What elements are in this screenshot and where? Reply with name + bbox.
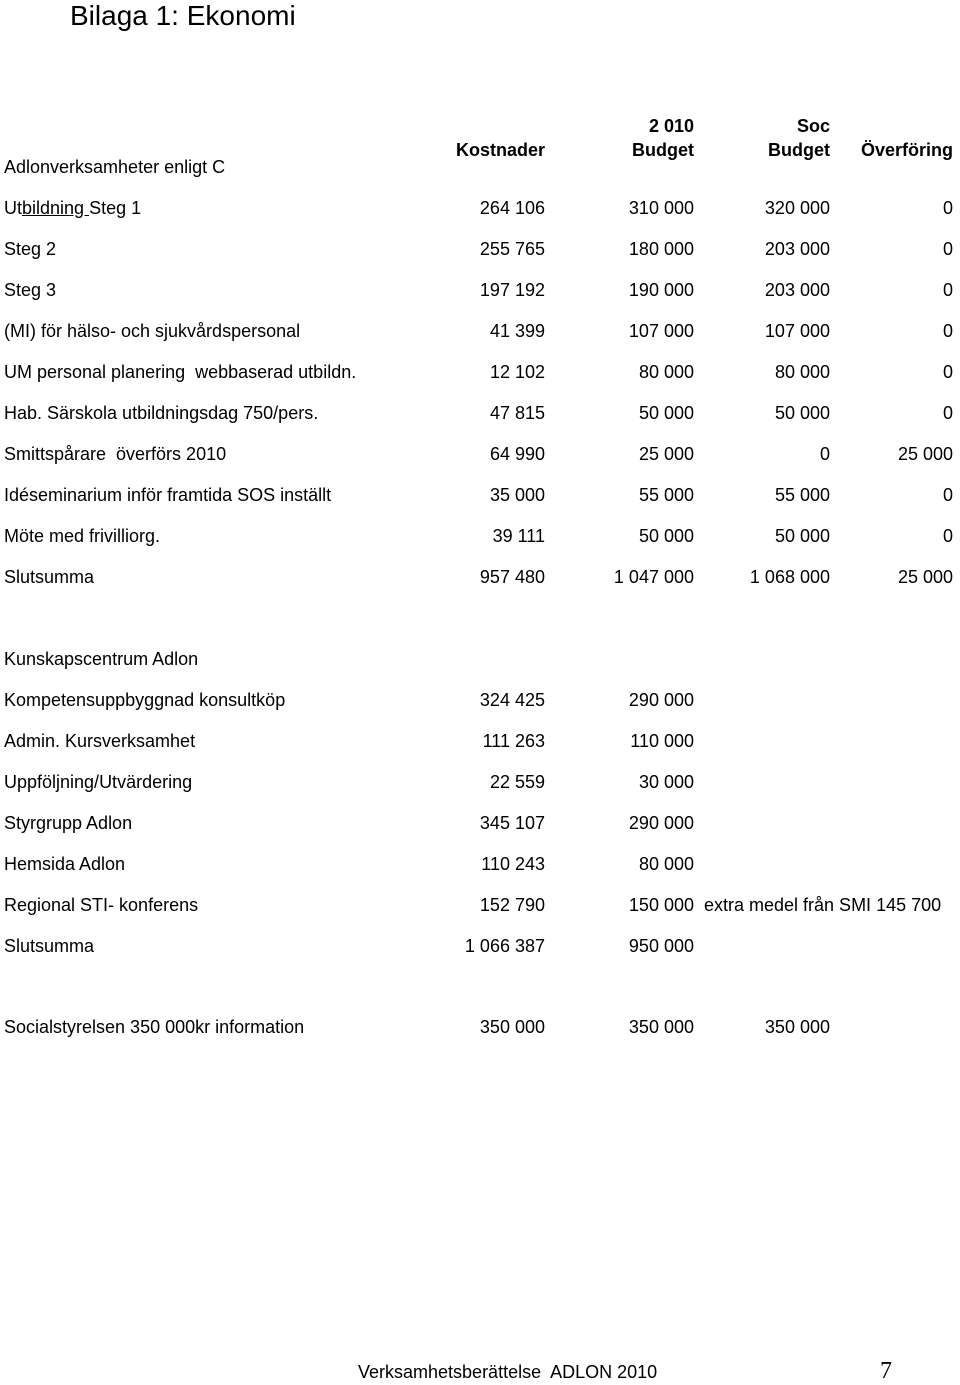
- cell-overforing: 0: [942, 321, 953, 341]
- cell-soc-budget: 203 000: [764, 239, 830, 259]
- cell-budget: 30 000: [638, 772, 694, 792]
- row-label: Slutsumma: [4, 567, 95, 587]
- cell-budget: 80 000: [638, 362, 694, 382]
- cell-soc-budget: 320 000: [764, 198, 830, 218]
- cell-soc-budget: 0: [819, 444, 830, 464]
- table-row: [0, 198, 960, 222]
- cell-kostnader: 35 000: [489, 485, 545, 505]
- cell-overforing: 0: [942, 362, 953, 382]
- cell-kostnader: 350 000: [479, 1017, 545, 1037]
- cell-kostnader: 110 243: [481, 854, 545, 874]
- total-row: [0, 936, 960, 960]
- cell-overforing: 25 000: [897, 567, 953, 587]
- table-row: [0, 731, 960, 755]
- section-label-adlon: Adlonverksamheter enligt C: [4, 157, 226, 177]
- cell-overforing: 0: [942, 239, 953, 259]
- row-label: Möte med frivilliorg.: [4, 526, 161, 546]
- row-label: Admin. Kursverksamhet: [4, 731, 196, 751]
- cell-budget: 110 000: [630, 731, 694, 751]
- cell-kostnader: 1 066 387: [464, 936, 545, 956]
- cell-budget: 290 000: [628, 813, 694, 833]
- header-kostnader: Kostnader: [455, 140, 545, 160]
- cell-budget: 1 047 000: [613, 567, 694, 587]
- cell-budget: 25 000: [638, 444, 694, 464]
- cell-kostnader: 22 559: [489, 772, 545, 792]
- cell-kostnader: 64 990: [489, 444, 545, 464]
- cell-soc-budget: 50 000: [774, 403, 830, 423]
- cell-kostnader: 152 790: [479, 895, 545, 915]
- section-heading-label: Kunskapscentrum Adlon: [4, 649, 199, 669]
- footer-text: Verksamhetsberättelse ADLON 2010: [358, 1362, 658, 1382]
- cell-kostnader: 12 102: [489, 362, 545, 382]
- cell-soc-budget: 50 000: [774, 526, 830, 546]
- row-label: Utbildning Steg 1: [4, 198, 142, 218]
- cell-budget: 50 000: [638, 403, 694, 423]
- cell-overforing: 0: [942, 526, 953, 546]
- cell-kostnader: 39 111: [492, 526, 545, 546]
- cell-overforing: 0: [942, 403, 953, 423]
- cell-overforing: 25 000: [897, 444, 953, 464]
- header-soc-budget: Budget: [768, 140, 830, 160]
- table-row: [0, 526, 960, 550]
- table-row: [0, 813, 960, 837]
- cell-soc-budget: 1 068 000: [749, 567, 830, 587]
- cell-kostnader: 957 480: [479, 567, 545, 587]
- row-label: Hemsida Adlon: [4, 854, 126, 874]
- row-label: Uppföljning/Utvärdering: [4, 772, 193, 792]
- cell-soc-budget: 107 000: [764, 321, 830, 341]
- table-row: [0, 362, 960, 386]
- row-label: Slutsumma: [4, 936, 95, 956]
- cell-kostnader: 41 399: [489, 321, 545, 341]
- page-number: 7: [880, 1358, 892, 1384]
- cell-overforing: 0: [942, 198, 953, 218]
- cell-budget: 107 000: [628, 321, 694, 341]
- row-label: Kompetensuppbyggnad konsultköp: [4, 690, 286, 710]
- row-label: Hab. Särskola utbildningsdag 750/pers.: [4, 403, 319, 423]
- row-label: Steg 2: [4, 239, 57, 259]
- table-row: [0, 690, 960, 714]
- cell-budget: 350 000: [628, 1017, 694, 1037]
- cell-soc-budget: 350 000: [764, 1017, 830, 1037]
- header-overforing: Överföring: [860, 140, 953, 160]
- row-label: (MI) för hälso- och sjukvårdspersonal: [4, 321, 301, 341]
- table-row: [0, 485, 960, 509]
- cell-budget: 290 000: [628, 690, 694, 710]
- header-soc: Soc: [796, 116, 830, 136]
- cell-overforing: 0: [942, 280, 953, 300]
- row-label: Steg 3: [4, 280, 57, 300]
- row-label: Smittspårare överförs 2010: [4, 444, 227, 464]
- cell-budget: 55 000: [638, 485, 694, 505]
- cell-budget: 180 000: [628, 239, 694, 259]
- cell-kostnader: 255 765: [479, 239, 545, 259]
- cell-overforing: 0: [942, 485, 953, 505]
- section-heading: [0, 649, 960, 673]
- table-row: [0, 403, 960, 427]
- cell-note: extra medel från SMI 145 700: [704, 895, 942, 915]
- row-label: Styrgrupp Adlon: [4, 813, 133, 833]
- table-row: [0, 854, 960, 878]
- table-row: [0, 895, 960, 919]
- cell-kostnader: 264 106: [479, 198, 545, 218]
- row-label: Idéseminarium inför framtida SOS inställt: [4, 485, 332, 505]
- header-year: 2 010: [648, 116, 694, 136]
- cell-budget: 80 000: [638, 854, 694, 874]
- row-label: Socialstyrelsen 350 000kr information: [4, 1017, 305, 1037]
- total-row: [0, 567, 960, 591]
- page-title: Bilaga 1: Ekonomi: [70, 0, 296, 31]
- header-budget: Budget: [632, 140, 694, 160]
- cell-kostnader: 324 425: [479, 690, 545, 710]
- cell-budget: 190 000: [628, 280, 694, 300]
- table-row: [0, 1017, 960, 1041]
- table-row: [0, 321, 960, 345]
- row-label: Regional STI- konferens: [4, 895, 199, 915]
- cell-soc-budget: 80 000: [774, 362, 830, 382]
- cell-budget: 310 000: [628, 198, 694, 218]
- cell-budget: 50 000: [638, 526, 694, 546]
- cell-kostnader: 111 263: [482, 731, 545, 751]
- table-row: [0, 239, 960, 263]
- cell-kostnader: 197 192: [479, 280, 545, 300]
- cell-soc-budget: 203 000: [764, 280, 830, 300]
- table-row: [0, 280, 960, 304]
- cell-budget: 950 000: [628, 936, 694, 956]
- table-row: [0, 444, 960, 468]
- cell-kostnader: 345 107: [479, 813, 545, 833]
- table-row: [0, 772, 960, 796]
- cell-budget: 150 000: [628, 895, 694, 915]
- row-label: UM personal planering webbaserad utbildn.: [4, 362, 357, 382]
- cell-kostnader: 47 815: [489, 403, 545, 423]
- cell-soc-budget: 55 000: [774, 485, 830, 505]
